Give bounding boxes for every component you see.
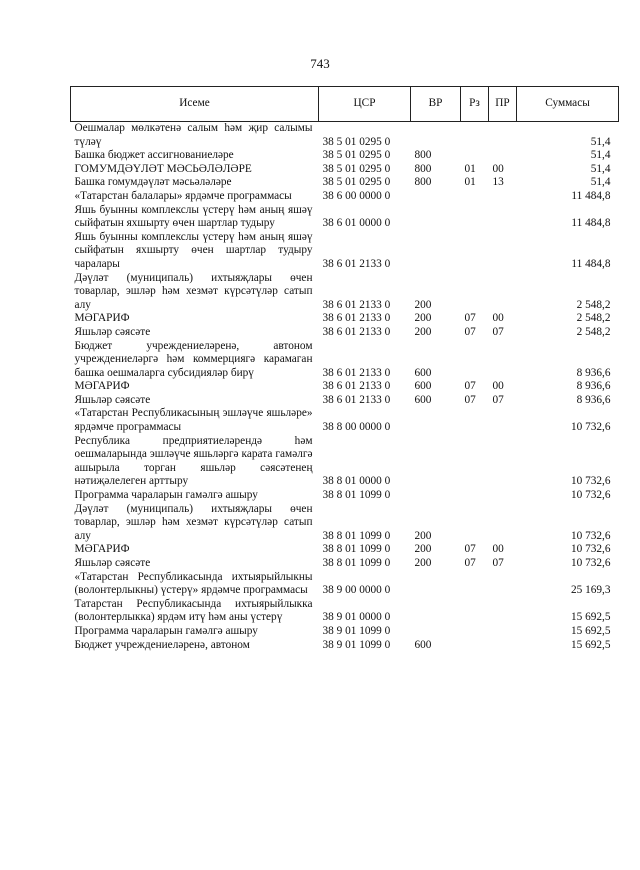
- row-vr: 800: [414, 176, 432, 189]
- row-sum: 10 732,6: [570, 557, 611, 569]
- row-pr: 00: [492, 543, 504, 556]
- row-sum: 10 732,6: [570, 529, 611, 542]
- row-sum: 11 484,8: [571, 189, 611, 202]
- row-pr: [489, 231, 517, 272]
- table-row: [71, 435, 619, 489]
- row-csr: 38 6 01 0000 0: [322, 217, 391, 230]
- table-row: [71, 489, 619, 503]
- row-name: Башка гомумдәүләт мәсьәләләре: [74, 176, 232, 189]
- row-rz: 07: [464, 325, 476, 338]
- row-rz: [461, 435, 489, 489]
- row-csr: 38 6 01 2133 0: [322, 312, 391, 325]
- row-rz: 07: [464, 312, 476, 325]
- row-sum: 8 936,6: [576, 366, 611, 379]
- row-sum: 10 732,6: [570, 543, 611, 556]
- table-row: [71, 543, 619, 557]
- row-name: Республика предприятиеләрендә һәм оешмаларында эшләүче яшьләргә карата гамәлгә ашырыла торган яшьләр сәясәтенең нәтиҗәлелеген арттыру: [74, 434, 313, 488]
- table-row: [71, 149, 619, 163]
- row-pr: 00: [492, 380, 504, 393]
- row-vr: [411, 598, 461, 625]
- row-pr: [489, 625, 517, 639]
- header-row: [71, 87, 619, 122]
- row-rz: [461, 231, 489, 272]
- row-sum: 11 484,8: [571, 257, 611, 270]
- row-pr: 00: [492, 312, 504, 325]
- row-csr: 38 6 01 2133 0: [322, 380, 391, 393]
- row-vr: 600: [414, 638, 432, 651]
- row-rz: 01: [464, 162, 476, 175]
- row-vr: 200: [414, 557, 432, 569]
- table-row: [71, 503, 619, 544]
- table-row: [71, 122, 619, 150]
- row-pr: [489, 571, 517, 598]
- row-vr: 200: [414, 325, 432, 338]
- row-vr: 800: [414, 162, 432, 175]
- row-name: Дәүләт (муниципаль) ихтыяҗлары өчен товарлар, эшләр һәм хезмәт күрсәтүләр сатып алу: [74, 502, 313, 542]
- table-row: [71, 557, 619, 571]
- row-rz: 07: [464, 557, 476, 569]
- table-row: [71, 639, 619, 653]
- row-csr: 38 8 01 1099 0: [322, 557, 391, 569]
- row-csr: 38 8 01 1099 0: [322, 529, 391, 542]
- row-csr: 38 8 01 1099 0: [322, 543, 391, 556]
- row-sum: 2 548,2: [576, 312, 611, 325]
- row-csr: 38 5 01 0295 0: [322, 162, 391, 175]
- row-pr: 00: [492, 162, 504, 175]
- row-pr: [489, 272, 517, 313]
- row-rz: [461, 272, 489, 313]
- row-name: Яшь буынны комплекслы үстерү һәм аның яшәү сыйфатын яхшырту өчен шартлар тудыру чаралары: [74, 230, 313, 270]
- row-csr: 38 5 01 0295 0: [322, 149, 391, 162]
- row-pr: [489, 435, 517, 489]
- table-row: [71, 326, 619, 340]
- row-name: Программа чараларын гамәлгә ашыру: [74, 489, 258, 502]
- row-csr: 38 9 00 0000 0: [322, 584, 391, 597]
- header-rz: Рз: [461, 87, 489, 122]
- row-sum: 2 548,2: [576, 298, 611, 311]
- row-rz: [461, 625, 489, 639]
- row-name: МӘГАРИФ: [74, 380, 130, 393]
- row-rz: [461, 407, 489, 434]
- row-pr: [489, 340, 517, 381]
- row-pr: [489, 639, 517, 653]
- row-name: Яшьләр сәясәте: [74, 393, 151, 406]
- table-body: [71, 122, 619, 653]
- row-pr: [489, 122, 517, 150]
- row-rz: [461, 639, 489, 653]
- row-csr: 38 8 01 1099 0: [322, 489, 391, 502]
- row-rz: [461, 190, 489, 204]
- table-row: [71, 204, 619, 231]
- table-row: [71, 598, 619, 625]
- row-rz: 01: [464, 176, 476, 189]
- row-csr: 38 6 01 2133 0: [322, 298, 391, 311]
- row-vr: 200: [414, 298, 432, 311]
- row-name: Башка бюджет ассигнованиеләре: [74, 149, 234, 162]
- row-sum: 10 732,6: [570, 475, 611, 488]
- row-csr: 38 8 01 0000 0: [322, 475, 391, 488]
- row-vr: 600: [414, 366, 432, 379]
- table-row: [71, 394, 619, 408]
- row-vr: [411, 407, 461, 434]
- table-row: [71, 163, 619, 177]
- row-sum: 51,4: [590, 135, 611, 148]
- row-sum: 51,4: [590, 176, 611, 189]
- row-sum: 8 936,6: [576, 380, 611, 393]
- row-csr: 38 6 01 2133 0: [322, 257, 391, 270]
- row-rz: [461, 489, 489, 503]
- row-pr: [489, 598, 517, 625]
- table-row: [71, 272, 619, 313]
- row-rz: [461, 598, 489, 625]
- row-rz: [461, 149, 489, 163]
- table-row: [71, 625, 619, 639]
- table-row: [71, 312, 619, 326]
- row-pr: 07: [492, 393, 504, 406]
- row-name: Татарстан Республикасында ихтыярыйлыкка (волонтерлыкка) ярдәм итү һәм аны үстерү: [74, 597, 313, 624]
- row-sum: 11 484,8: [571, 217, 611, 230]
- page-number: 743: [310, 56, 330, 71]
- row-vr: [411, 122, 461, 150]
- row-name: Программа чараларын гамәлгә ашыру: [74, 624, 258, 637]
- row-name: Бюджет учреждениеләренә, автоном: [74, 638, 250, 651]
- header-sum: Суммасы: [517, 87, 619, 122]
- table-row: [71, 340, 619, 381]
- row-vr: 200: [414, 312, 432, 325]
- row-csr: 38 9 01 1099 0: [322, 624, 391, 637]
- row-pr: [489, 503, 517, 544]
- row-csr: 38 5 01 0295 0: [322, 135, 391, 148]
- row-name: МӘГАРИФ: [74, 543, 130, 556]
- row-sum: 10 732,6: [570, 489, 611, 502]
- row-name: Яшьләр сәясәте: [74, 557, 151, 569]
- header-csr: ЦСР: [319, 87, 411, 122]
- header-name: Исеме: [71, 87, 319, 122]
- row-vr: 600: [414, 393, 432, 406]
- row-pr: 13: [492, 176, 504, 189]
- row-sum: 15 692,5: [570, 611, 611, 624]
- row-name: Яшь буынны комплекслы үстерү һәм аның яшәү сыйфатын яхшырту өчен шартлар тудыру: [74, 203, 313, 230]
- row-sum: 51,4: [590, 149, 611, 162]
- row-csr: 38 5 01 0295 0: [322, 176, 391, 189]
- row-vr: [411, 231, 461, 272]
- table-row: [71, 407, 619, 434]
- row-csr: 38 8 00 0000 0: [322, 421, 391, 434]
- row-sum: 15 692,5: [570, 624, 611, 637]
- row-csr: 38 6 00 0000 0: [322, 189, 391, 202]
- row-vr: 200: [414, 543, 432, 556]
- row-sum: 51,4: [590, 162, 611, 175]
- row-csr: 38 6 01 2133 0: [322, 325, 391, 338]
- row-name: «Татарстан балалары» ярдәмче программасы: [74, 189, 292, 202]
- row-pr: [489, 190, 517, 204]
- table-row: [71, 380, 619, 394]
- row-sum: 10 732,6: [570, 421, 611, 434]
- row-name: «Татарстан Республикасында ихтыярыйлыкны (волонтерлыкны) үстерү» ярдәмче программасы: [74, 570, 313, 597]
- row-vr: [411, 489, 461, 503]
- budget-table: [70, 86, 619, 652]
- row-pr: [489, 407, 517, 434]
- row-name: ГОМУМДӘҮЛӘТ МӘСЬӘЛӘЛӘРЕ: [74, 162, 252, 175]
- row-csr: 38 9 01 0000 0: [322, 611, 391, 624]
- row-csr: 38 6 01 2133 0: [322, 393, 391, 406]
- row-rz: [461, 503, 489, 544]
- row-pr: [489, 204, 517, 231]
- table-row: [71, 231, 619, 272]
- row-name: Бюджет учреждениеләренә, автоном учреждениеләргә һәм коммерциягә карамаган башка оешмаларга субсидияләр бирү: [74, 339, 313, 379]
- row-csr: 38 9 01 1099 0: [322, 638, 391, 651]
- table-row: [71, 176, 619, 190]
- row-rz: [461, 204, 489, 231]
- row-sum: 2 548,2: [576, 325, 611, 338]
- row-vr: [411, 571, 461, 598]
- row-vr: [411, 625, 461, 639]
- row-rz: [461, 340, 489, 381]
- row-rz: [461, 122, 489, 150]
- row-vr: [411, 190, 461, 204]
- row-pr: 07: [492, 325, 504, 338]
- row-vr: [411, 435, 461, 489]
- row-csr: 38 6 01 2133 0: [322, 366, 391, 379]
- row-rz: 07: [464, 380, 476, 393]
- row-sum: 25 169,3: [570, 584, 611, 597]
- row-name: Дәүләт (муниципаль) ихтыяҗлары өчен товарлар, эшләр һәм хезмәт күрсәтүләр сатып алу: [74, 271, 313, 311]
- row-pr: [489, 149, 517, 163]
- row-rz: 07: [464, 543, 476, 556]
- row-name: Оешмалар мөлкәтенә салым һәм җир салымы түләү: [74, 122, 313, 148]
- row-name: «Татарстан Республикасының эшләүче яшьләре» ярдәмче программасы: [74, 407, 313, 434]
- row-pr: 07: [492, 557, 504, 569]
- header-vr: ВР: [411, 87, 461, 122]
- row-pr: [489, 489, 517, 503]
- row-rz: 07: [464, 393, 476, 406]
- table-row: [71, 190, 619, 204]
- table-row: [71, 571, 619, 598]
- row-vr: 600: [414, 380, 432, 393]
- row-name: МӘГАРИФ: [74, 312, 130, 325]
- row-vr: 200: [414, 529, 432, 542]
- row-sum: 15 692,5: [570, 638, 611, 651]
- row-rz: [461, 571, 489, 598]
- row-vr: [411, 204, 461, 231]
- row-vr: 800: [414, 149, 432, 162]
- row-name: Яшьләр сәясәте: [74, 325, 151, 338]
- header-pr: ПР: [489, 87, 517, 122]
- row-sum: 8 936,6: [576, 393, 611, 406]
